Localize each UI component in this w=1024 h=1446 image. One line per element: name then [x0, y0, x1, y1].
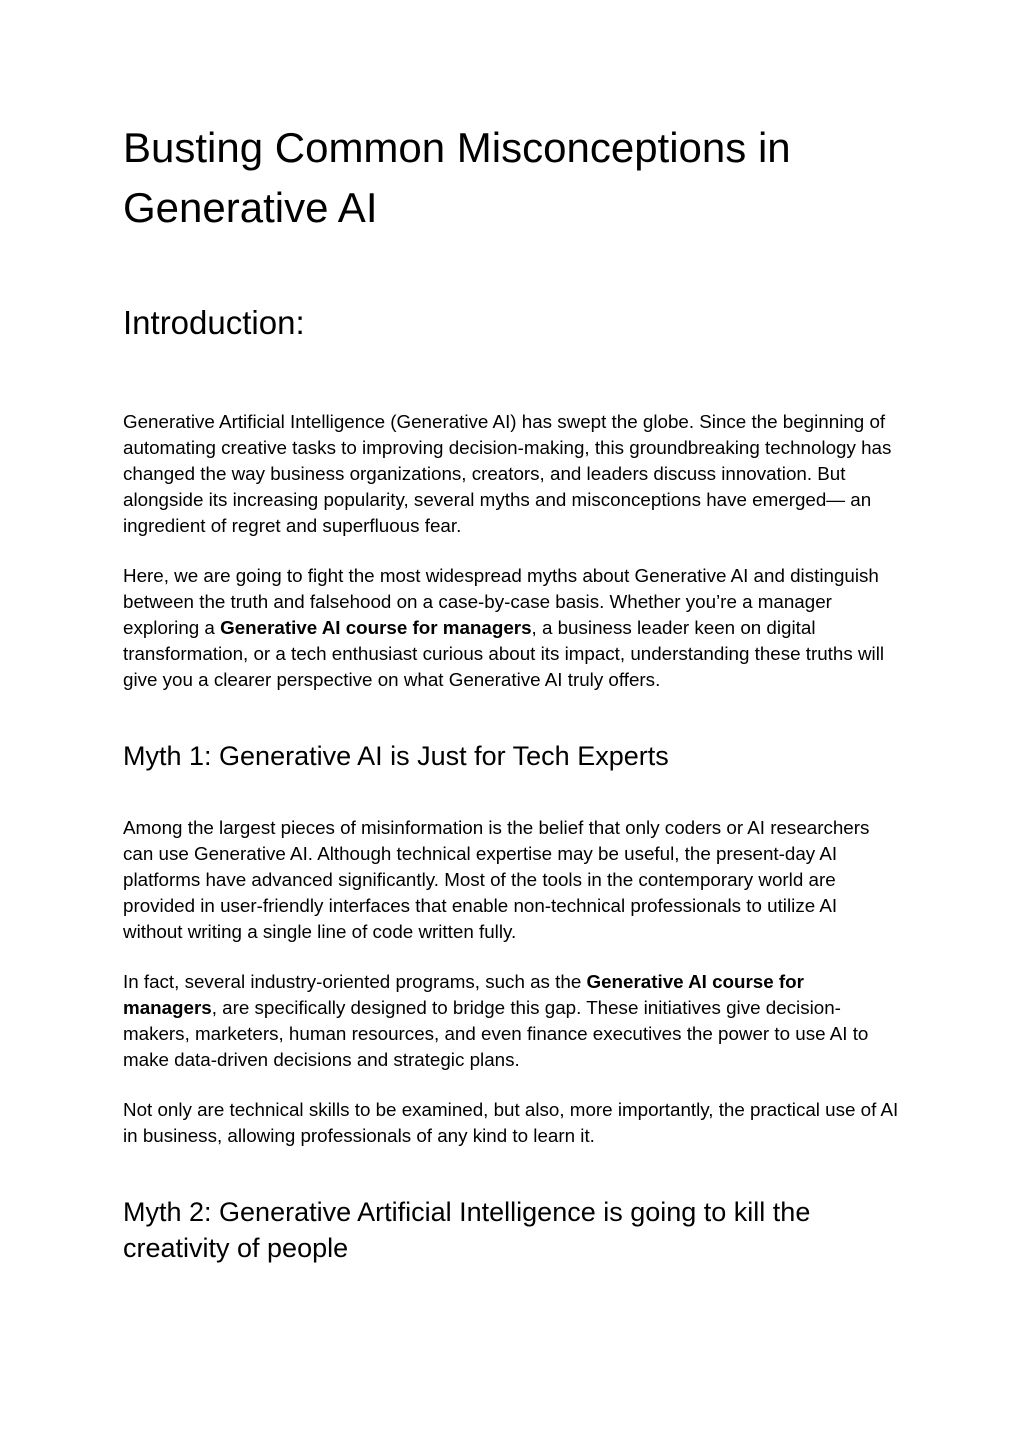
myth1-paragraph-3: Not only are technical skills to be examined, but also, more importantly, the practical use of AI in business, allowing professionals of any kind to learn it. — [123, 1099, 899, 1146]
document-title: Busting Common Misconceptions in Generative AI — [123, 124, 791, 231]
myth1-paragraph-1: Among the largest pieces of misinformation is the belief that only coders or AI researchers can use Generative AI. Although technical expertise may be useful, the present-day AI platforms have advanced significantly. Most of the tools in the contemporary world are provided in user-friendly interfaces that enable non-technical professionals to utilize AI without writing a single line of code written fully. — [123, 817, 870, 942]
heading-myth-1: Myth 1: Generative AI is Just for Tech Experts — [123, 741, 669, 771]
myth1-paragraph-2 — [123, 969, 901, 1073]
intro-paragraph-2-text-cont: , a business leader keen on digital transformation, or a tech enthusiast curious about its impact, understanding these truths will give you a clearer perspective on what Generative AI truly offers. — [123, 617, 885, 690]
intro-paragraph-2-text: Here, we are going to fight the most widespread myths about Generative AI and distinguish between the truth and falsehood on a case-by-case basis. Whether you’re a manager exploring a — [123, 565, 879, 638]
heading-introduction: Introduction: — [123, 304, 305, 341]
intro-paragraph-1: Generative Artificial Intelligence (Generative AI) has swept the globe. Since the beginning of automating creative tasks to improving decision-making, this groundbreaking technology has changed the way business organizations, creators, and leaders discuss innovation. But alongside its increasing popularity, several myths and misconceptions have emerged— an ingredient of regret and superfluous fear. — [123, 411, 892, 536]
intro-course-bold-text: Generative AI course for managers — [220, 617, 532, 638]
intro-paragraph-2 — [123, 563, 901, 693]
myth1-course-bold-text: Generative AI course for managers — [123, 971, 804, 1018]
heading-myth-2: Myth 2: Generative Artificial Intelligence is going to kill the creativity of people — [123, 1197, 811, 1263]
myth1-paragraph-2-text-cont: , are specifically designed to bridge this gap. These initiatives give decision-makers, marketers, human resources, and even finance executives the power to use AI to make data-driven decisions and strategic plans. — [123, 997, 869, 1070]
myth1-paragraph-2-text: In fact, several industry-oriented programs, such as the — [123, 971, 587, 992]
